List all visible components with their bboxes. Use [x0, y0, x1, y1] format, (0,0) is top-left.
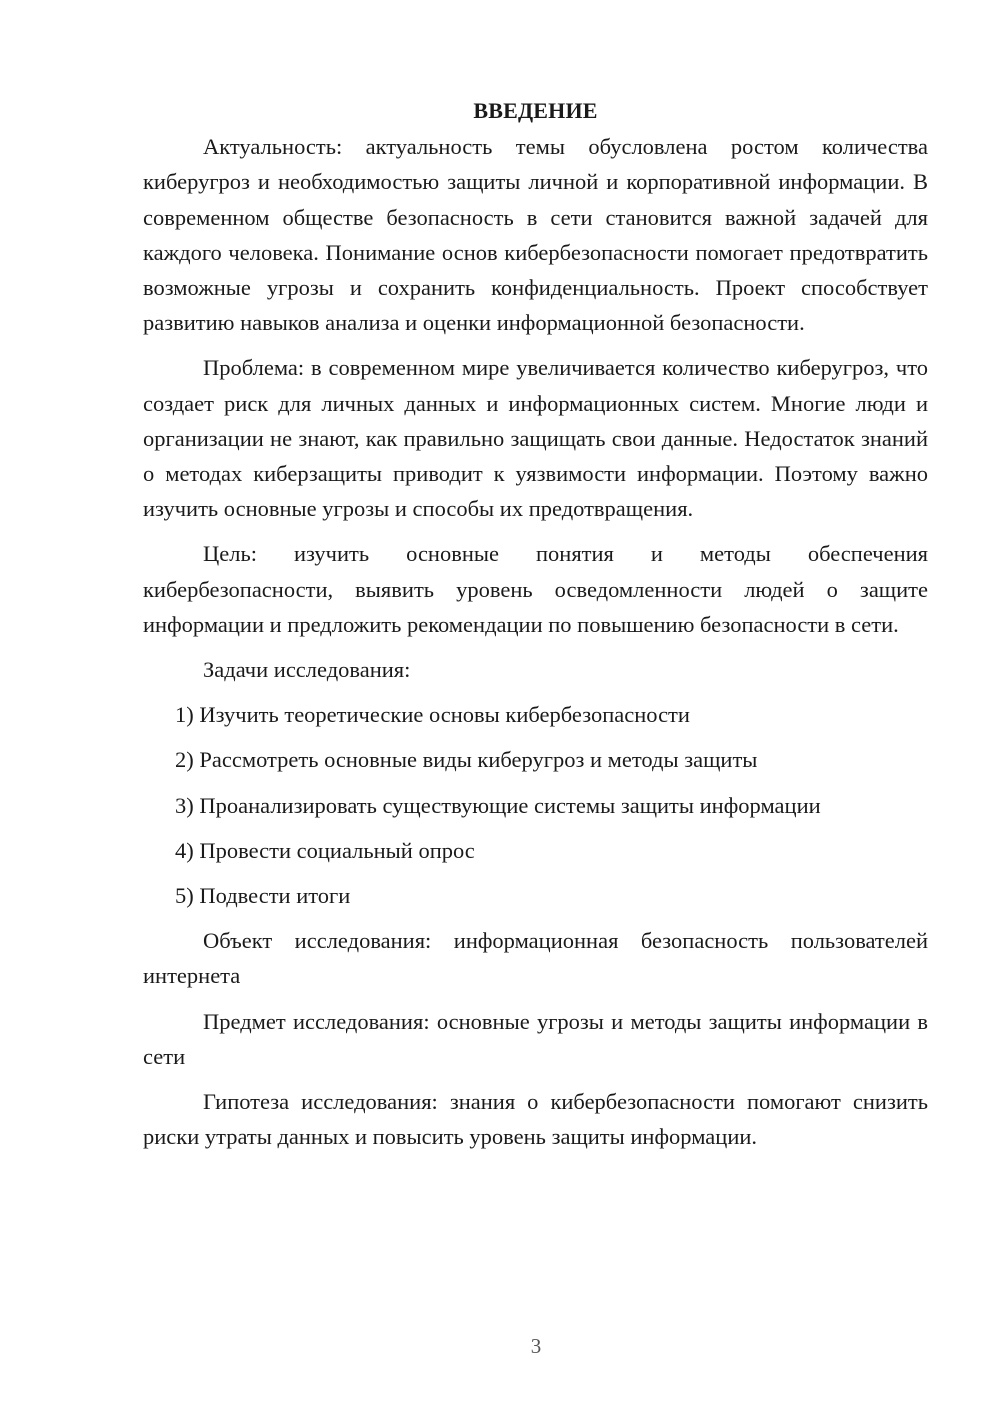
list-item: 4) Провести социальный опрос: [175, 837, 475, 863]
list-item: 5) Подвести итоги: [175, 883, 351, 909]
page-number: 3: [530, 1334, 542, 1358]
relevance-paragraph: Актуальность: актуальность темы обусловлена ростом количества киберугроз и необходимостью защиты личной и корпоративной информации. В современном обществе безопасность в сети становится важной задачей для каждого человека. Понимание основ кибербезопасности помогает предотвратить возможные угрозы и сохранить конфиденциальность. Проект способствует развитию навыков анализа и оценки информационной безопасности.: [143, 134, 928, 336]
tasks-list: [143, 697, 928, 913]
page-content: [143, 93, 928, 1164]
hypothesis-paragraph: Гипотеза исследования: знания о кибербезопасности помогают снизить риски утраты данных и повысить уровень защиты информации.: [143, 1089, 928, 1150]
subject-paragraph: Предмет исследования: основные угрозы и методы защиты информации в сети: [143, 1008, 928, 1069]
list-item: 2) Рассмотреть основные виды киберугроз и методы защиты: [175, 747, 758, 773]
list-item: 1) Изучить теоретические основы кибербезопасности: [175, 702, 690, 728]
goal-paragraph: Цель: изучить основные понятия и методы обеспечения кибербезопасности, выявить уровень осведомленности людей о защите информации и предложить рекомендации по повышению безопасности в сети.: [143, 541, 928, 637]
page-title: ВВЕДЕНИЕ: [473, 98, 598, 123]
problem-paragraph: Проблема: в современном мире увеличивается количество киберугроз, что создает риск для личных данных и информационных систем. Многие люди и организации не знают, как правильно защищать свои данные. Недостаток знаний о методах киберзащиты приводит к уязвимости информации. Поэтому важно изучить основные угрозы и способы их предотвращения.: [143, 355, 928, 522]
tasks-label: Задачи исследования:: [203, 657, 411, 683]
object-paragraph: Объект исследования: информационная безопасность пользователей интернета: [143, 928, 928, 989]
list-item: 3) Проанализировать существующие системы защиты информации: [175, 792, 821, 818]
